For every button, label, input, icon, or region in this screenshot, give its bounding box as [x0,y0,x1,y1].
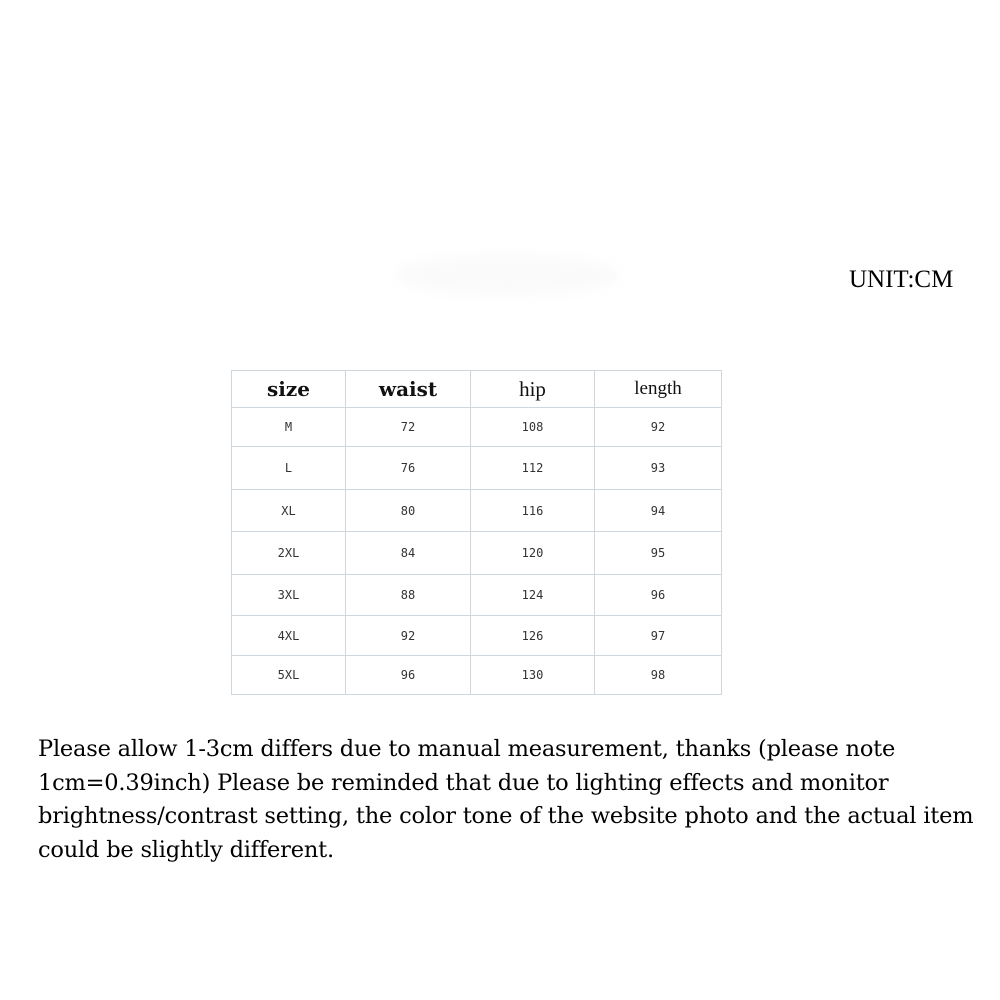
table-cell-length: 93 [595,447,722,490]
table-cell-hip: 108 [471,408,595,447]
table-cell-length: 94 [595,490,722,532]
table-cell-length: 96 [595,575,722,616]
header-hip: hip [471,371,595,408]
table-cell-waist: 72 [346,408,471,447]
table-cell-length: 97 [595,616,722,656]
table-cell-size: M [232,408,346,447]
table-cell-waist: 92 [346,616,471,656]
table-cell-hip: 126 [471,616,595,656]
table-cell-hip: 116 [471,490,595,532]
table-cell-size: L [232,447,346,490]
table-cell-length: 92 [595,408,722,447]
table-row [232,447,722,490]
table-cell-size: 5XL [232,656,346,695]
table-row [232,532,722,575]
faded-background-mark [395,255,620,295]
table-cell-length: 98 [595,656,722,695]
table-row [232,490,722,532]
table-cell-waist: 96 [346,656,471,695]
header-waist: waist [346,371,471,408]
table-cell-hip: 130 [471,656,595,695]
table-cell-waist: 88 [346,575,471,616]
header-size: size [232,371,346,408]
table-cell-hip: 124 [471,575,595,616]
table-header-row [232,371,722,408]
table-cell-waist: 84 [346,532,471,575]
header-length: length [595,371,722,408]
table-cell-size: 3XL [232,575,346,616]
table-cell-size: 4XL [232,616,346,656]
table-cell-waist: 76 [346,447,471,490]
table-cell-size: XL [232,490,346,532]
table-cell-waist: 80 [346,490,471,532]
table-row [232,575,722,616]
table-cell-hip: 112 [471,447,595,490]
table-cell-size: 2XL [232,532,346,575]
table-row [232,656,722,695]
table-cell-hip: 120 [471,532,595,575]
measurement-note: Please allow 1-3cm differs due to manual measurement, thanks (please note 1cm=0.39inch) Please be reminded that due to lighting effects and monitor brightness/contrast setting, the color tone of the website photo and the actual item could be slightly different. [38,736,974,863]
unit-label: UNIT:CM [849,266,954,293]
table-cell-length: 95 [595,532,722,575]
table-row [232,408,722,447]
table-row [232,616,722,656]
size-chart-table [231,370,722,695]
